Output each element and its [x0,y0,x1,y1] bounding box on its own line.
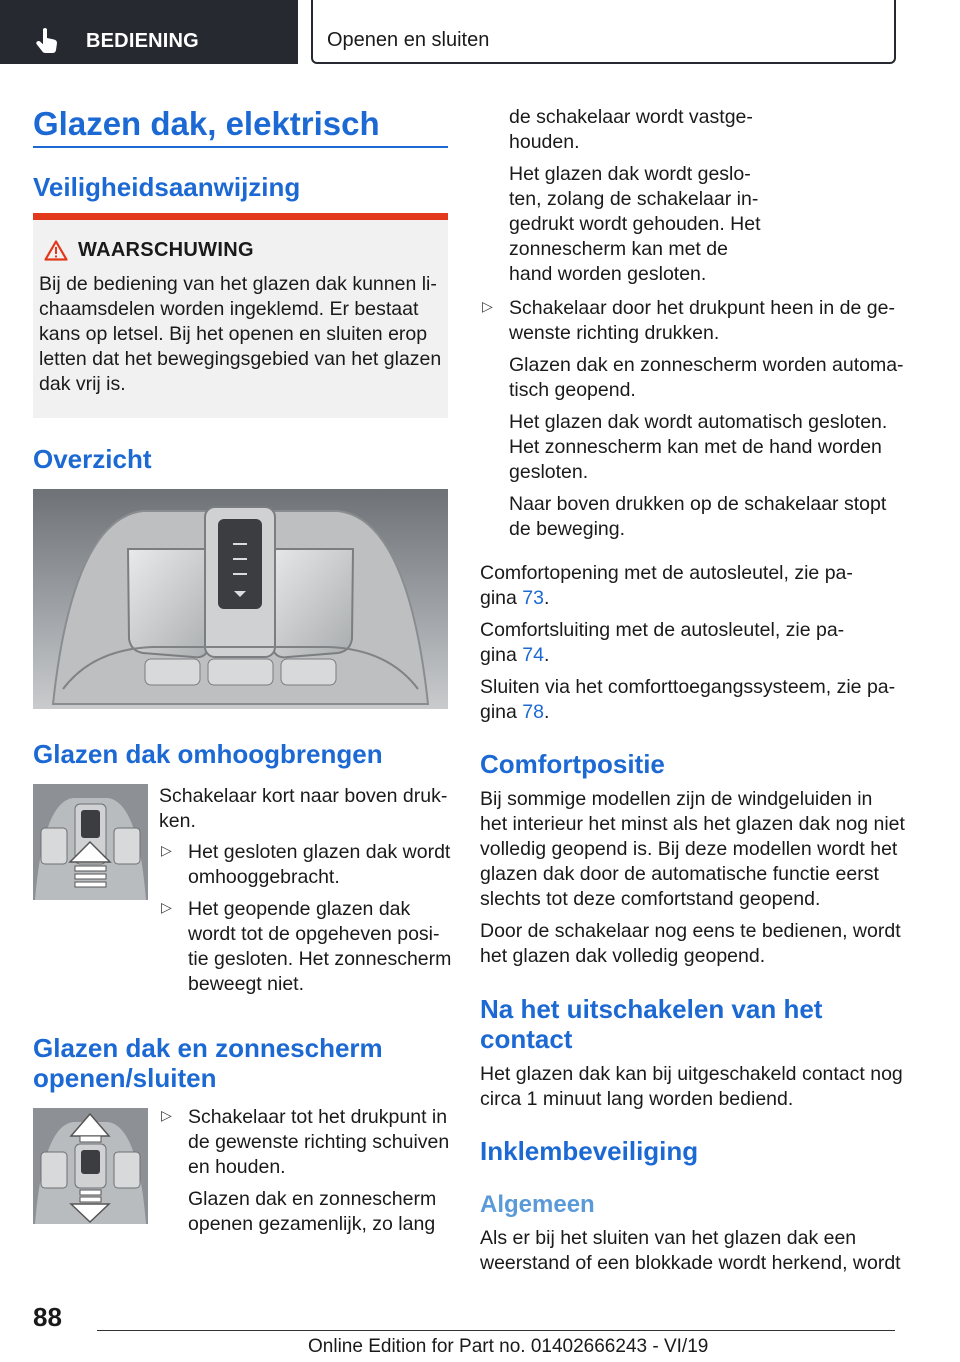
comfort-closing-ref: Comfortsluiting met de autosleutel, zie pa- gina 74. [480,619,845,666]
after-ignition-heading: Na het uitschakelen van het contact [480,994,823,1054]
comfort-position-text-2: Door de schakelaar nog eens te bedienen, wordt het glazen dak volledig geopend. [480,920,901,967]
comfort-position-heading: Comfortpositie [480,749,665,779]
header-section-tab [0,0,298,64]
bullet-para-2: Het glazen dak wordt automatisch gesloten. Het zonnescherm kan met de hand worden gesloten. [509,411,888,483]
warning-triangle-icon [44,240,68,261]
bullet-para-1: Glazen dak en zonnescherm worden automa- tisch geopend. [509,354,904,401]
raise-heading: Glazen dak omhoogbrengen [33,739,383,769]
bullet-triangle-icon: ▷ [482,298,493,314]
general-subheading: Algemeen [480,1191,595,1218]
sunroof-switch-panel-photo [33,489,448,709]
after-ignition-text: Het glazen dak kan bij uitgeschakeld contact nog circa 1 minuut lang worden bediend. [480,1063,903,1110]
bullet-continued-1: de schakelaar wordt vastge- houden. [509,106,753,153]
switch-slide-illustration [33,1108,148,1224]
open-bullet-continued: Glazen dak en zonnescherm openen gezamenlijk, zo lang [188,1188,437,1235]
header-chapter-tab [311,0,896,64]
page-number: 88 [33,1302,62,1332]
comfort-position-text: Bij sommige modellen zijn de windgeluiden in het interieur het minst als het glazen dak nog niet volledig geopend is. Bij deze modellen wordt het glazen dak door de automatische functie eerst slechts tot deze comfortstand geopend. [480,788,905,910]
header-section-label: BEDIENING [86,30,199,52]
bullet-continued-2: Het glazen dak wordt geslo- ten, zolang de schakelaar in- gedrukt wordt gehouden. Het zonnescherm kan met de hand worden gesloten. [509,163,761,285]
footer-divider [97,1330,895,1331]
warning-text: Bij de bediening van het glazen dak kunnen li- chaamsdelen worden ingeklemd. Er bestaat kans op letsel. Bij het openen en sluiten erop letten dat het bewegingsgebied van het glazen dak vrij is. [39,273,442,395]
page-link-78[interactable]: 78 [522,701,544,723]
page-title: Glazen dak, elektrisch [33,105,380,142]
hand-pointer-icon [34,27,60,55]
page-link-74[interactable]: 74 [522,644,544,666]
bullet-triangle-icon: ▷ [161,842,172,858]
raise-intro: Schakelaar kort naar boven druk- ken. [159,785,448,832]
bullet-triangle-icon: ▷ [161,1107,172,1123]
pinch-protection-heading: Inklembeveiliging [480,1136,699,1166]
raise-bullet-1: Het gesloten glazen dak wordt omhooggebracht. [188,841,451,888]
bullet-para-3: Naar boven drukken op de schakelaar stopt de beweging. [509,493,887,540]
open-bullet: Schakelaar tot het drukpunt in de gewenste richting schuiven en houden. [188,1106,450,1178]
bullet-triangle-icon: ▷ [161,899,172,915]
general-text: Als er bij het sluiten van het glazen dak een weerstand of een blokkade wordt herkend, wordt [480,1227,901,1274]
safety-heading: Veiligheidsaanwijzing [33,172,301,202]
header-chapter-label: Openen en sluiten [327,29,490,51]
comfort-opening-ref: Comfortopening met de autosleutel, zie pa- gina 73. [480,562,853,609]
through-pressure-bullet: Schakelaar door het drukpunt heen in de ge- wenste richting drukken. [509,297,895,344]
page-link-73[interactable]: 73 [522,587,544,609]
comfort-access-ref: Sluiten via het comforttoegangssysteem, zie pa- gina 78. [480,676,896,723]
footer-edition: Online Edition for Part no. 01402666243 - VI/19 [308,1336,709,1357]
overview-heading: Overzicht [33,444,152,474]
title-divider [33,146,448,148]
open-close-heading: Glazen dak en zonnescherm openen/sluiten [33,1033,383,1093]
raise-bullet-2: Het geopende glazen dak wordt tot de opgeheven posi- tie gesloten. Het zonnescherm beweegt niet. [188,898,452,995]
warning-title: WAARSCHUWING [78,239,254,261]
switch-push-up-illustration [33,784,148,900]
